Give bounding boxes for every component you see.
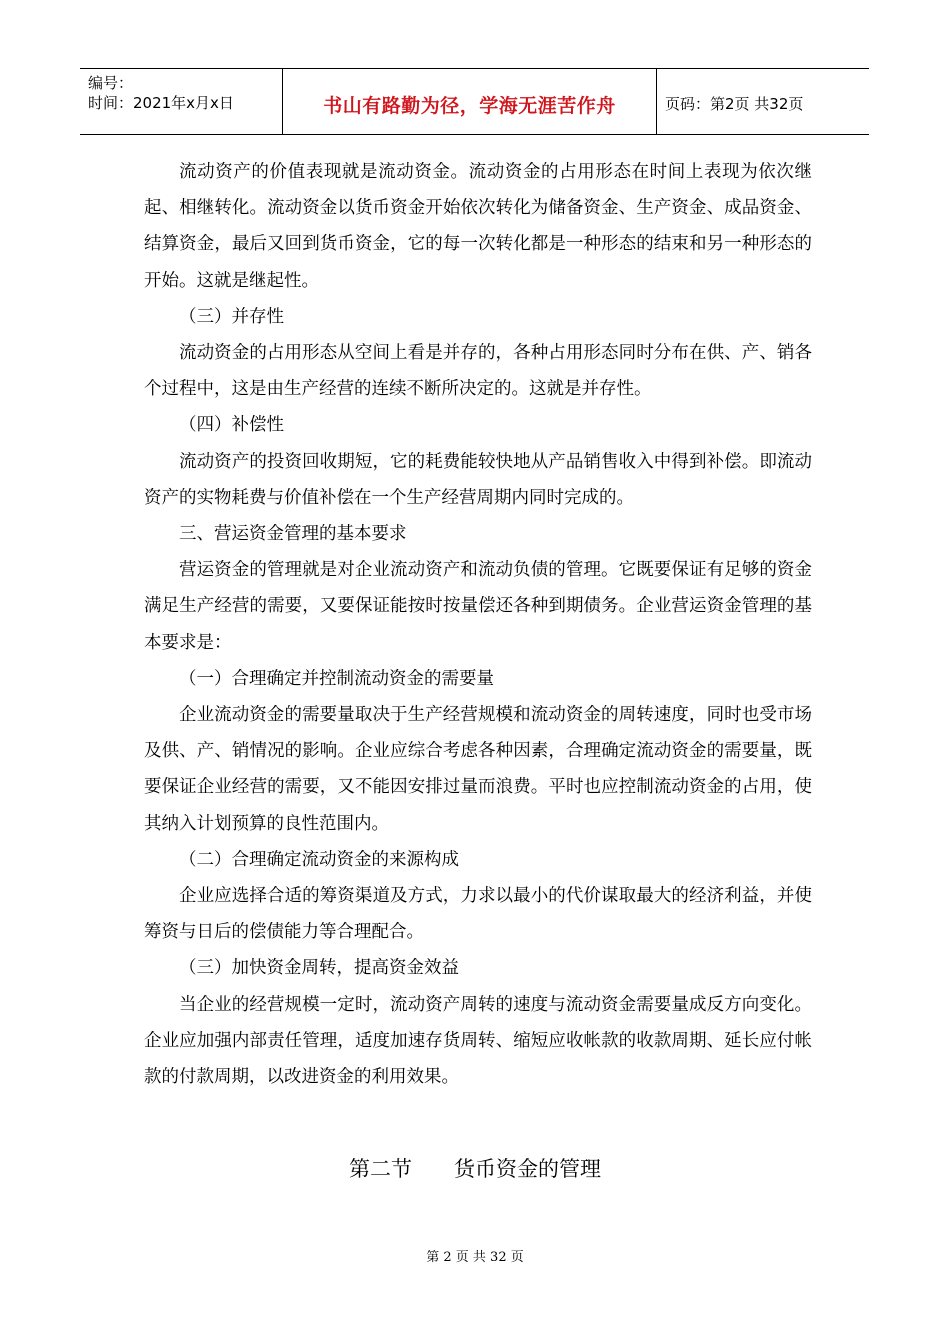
body-paragraph: 企业应选择合适的筹资渠道及方式，力求以最小的代价谋取最大的经济利益，并使筹资与日后的偿债能力等合理配合。 [144,886,812,943]
subheading: （四）补偿性 [179,415,284,436]
page-footer: 第 2 页 共 32 页 [426,1250,524,1265]
page-header [80,68,869,135]
document-date: 时间：2021年x月x日 [88,94,234,112]
body-paragraph: 营运资金的管理就是对企业流动资产和流动负债的管理。它既要保证有足够的资金满足生产经营的需要，又要保证能按时按量偿还各种到期债务。企业营运资金管理的基本要求是： [144,560,812,653]
subheading: （一）合理确定并控制流动资金的需要量 [179,668,494,689]
subheading: （三）加快资金周转，提高资金效益 [179,958,459,979]
section-title: 第二节 货币资金的管理 [349,1157,601,1181]
header-meta [80,69,282,134]
body-paragraph: 流动资产的投资回收期短，它的耗费能较快地从产品销售收入中得到补偿。即流动资产的实物耗费与价值补偿在一个生产经营周期内同时完成的。 [144,451,812,508]
body-paragraph: 流动资产的价值表现就是流动资金。流动资金的占用形态在时间上表现为依次继起、相继转化。流动资金以货币资金开始依次转化为储备资金、生产资金、成品资金、结算资金，最后又回到货币资金，它的每一次转化都是一种形态的结束和另一种形态的开始。这就是继起性。 [144,162,812,291]
header-motto: 书山有路勤为径，学海无涯苦作舟 [282,69,657,134]
body-paragraph: 流动资金的占用形态从空间上看是并存的，各种占用形态同时分布在供、产、销各个过程中，这是由生产经营的连续不断所决定的。这就是并存性。 [144,343,812,400]
subheading: （三）并存性 [179,306,284,327]
subheading: （二）合理确定流动资金的来源构成 [179,849,459,870]
body-paragraph: 企业流动资金的需要量取决于生产经营规模和流动资金的周转速度，同时也受市场及供、产、销情况的影响。企业应综合考虑各种因素，合理确定流动资金的需要量，既要保证企业经营的需要，又不能因安排过量而浪费。平时也应控制流动资金的占用，使其纳入计划预算的良性范围内。 [144,705,812,834]
document-number-label: 编号： [88,74,134,92]
body-paragraph: 当企业的经营规模一定时，流动资产周转的速度与流动资金需要量成反方向变化。企业应加强内部责任管理，适度加速存货周转、缩短应收帐款的收款周期、延长应付帐款的付款周期，以改进资金的利用效果。 [144,994,812,1088]
section-heading: 三、营运资金管理的基本要求 [179,524,407,545]
header-page-info: 页码：第2页 共32页 [665,95,804,113]
document-body [144,154,812,1095]
